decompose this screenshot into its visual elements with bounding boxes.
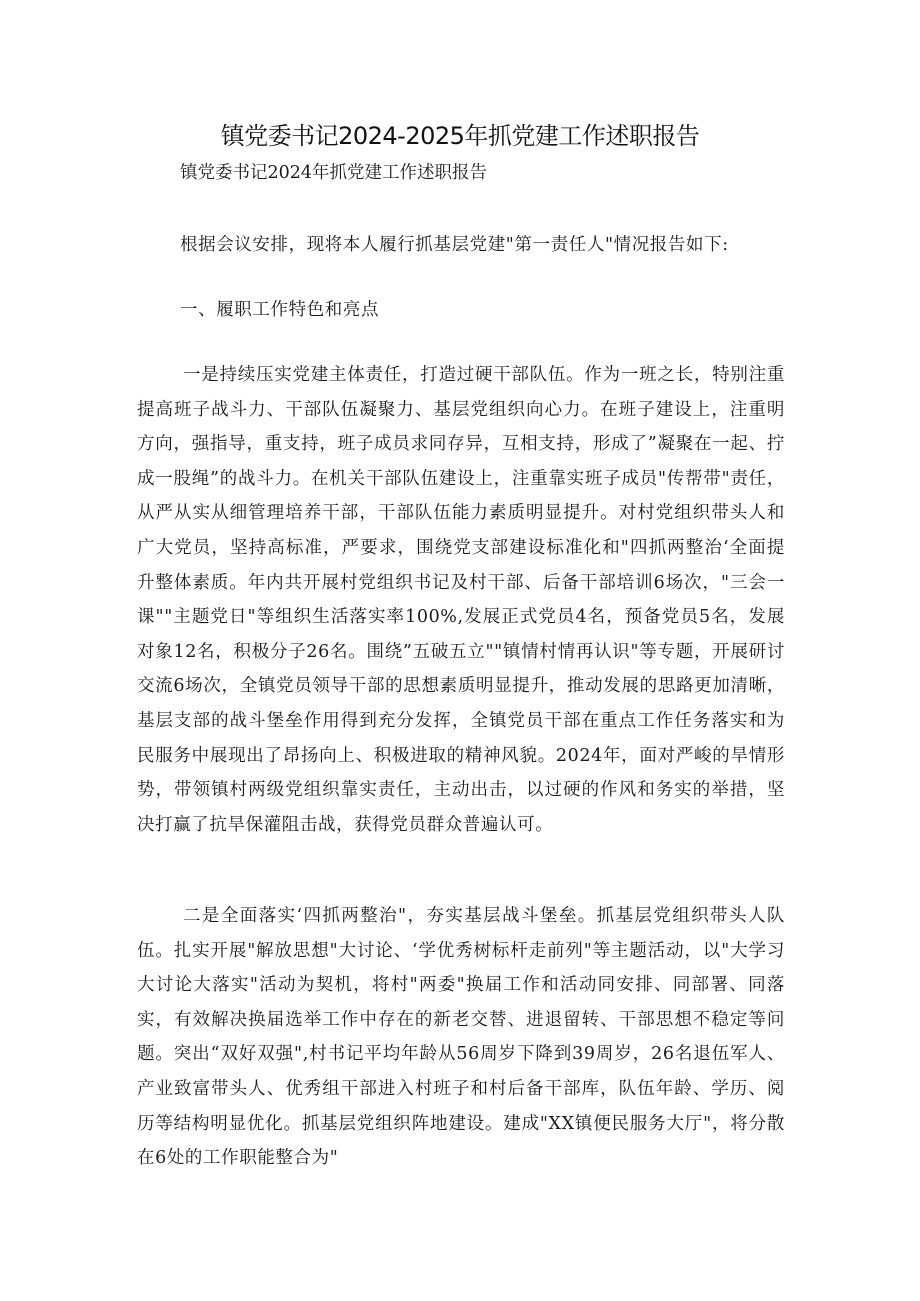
document-title: 镇党委书记2024-2025年抓党建工作述职报告 bbox=[220, 122, 700, 150]
body-paragraph-1: 一是持续压实党建主体责任，打造过硬干部队伍。作为一班之长，特别注重提高班子战斗力、干部队伍凝聚力、基层党组织向心力。在班子建设上，注重明方向，强指导，重支持，班子成员求同存异，互相支持，形成了”凝聚在一起、拧成一股绳”的战斗力。在机关干部队伍建设上，注重靠实班子成员"传帮带"责任，从严从实从细管理培养干部，干部队伍能力素质明显提升。对村党组织带头人和广大党员，坚持高标准，严要求，围绕党支部建设标准化和"四抓两整治‘全面提升整体素质。年内共开展村党组织书记及村干部、后备干部培训6场次，"三会一课""主题党日"等组织生活落实率100%,发展正式党员4名，预备党员5名，发展对象12名，积极分子26名。围绕”五破五立""镇情村情再认识"等专题，开展研讨交流6场次，全镇党员领导干部的思想素质明显提升，推动发展的思路更加清晰，基层支部的战斗堡垒作用得到充分发挥，全镇党员干部在重点工作任务落实和为民服务中展现出了昂扬向上、积极进取的精神风貌。2024年，面对严峻的旱情形势，带领镇村两级党组织靠实责任，主动出击，以过硬的作风和务实的举措，坚决打赢了抗旱保灌阻击战，获得党员群众普遍认可。 bbox=[137, 365, 785, 835]
document-subtitle: 镇党委书记2024年抓党建工作述职报告 bbox=[180, 163, 488, 183]
section-heading: 一、履职工作特色和亮点 bbox=[180, 300, 380, 320]
intro-paragraph: 根据会议安排，现将本人履行抓基层党建"第一责任人"情况报告如下: bbox=[180, 235, 729, 255]
body-paragraph-2: 二是全面落实‘四抓两整治"，夯实基层战斗堡垒。抓基层党组织带头人队伍。扎实开展"解放思想"大讨论、‘学优秀树标杆走前列"等主题活动，以"大学习大讨论大落实"活动为契机，将村"两委"换届工作和活动同安排、同部署、同落实，有效解决换届选举工作中存在的新老交替、进退留转、干部思想不稳定等问题。突出“双好双强",村书记平均年龄从56周岁下降到39周岁，26名退伍军人、产业致富带头人、优秀组干部进入村班子和村后备干部库，队伍年龄、学历、阅历等结构明显优化。抓基层党组织阵地建设。建成"XX镇便民服务大厅"，将分散在6处的工作职能整合为" bbox=[137, 906, 785, 1169]
